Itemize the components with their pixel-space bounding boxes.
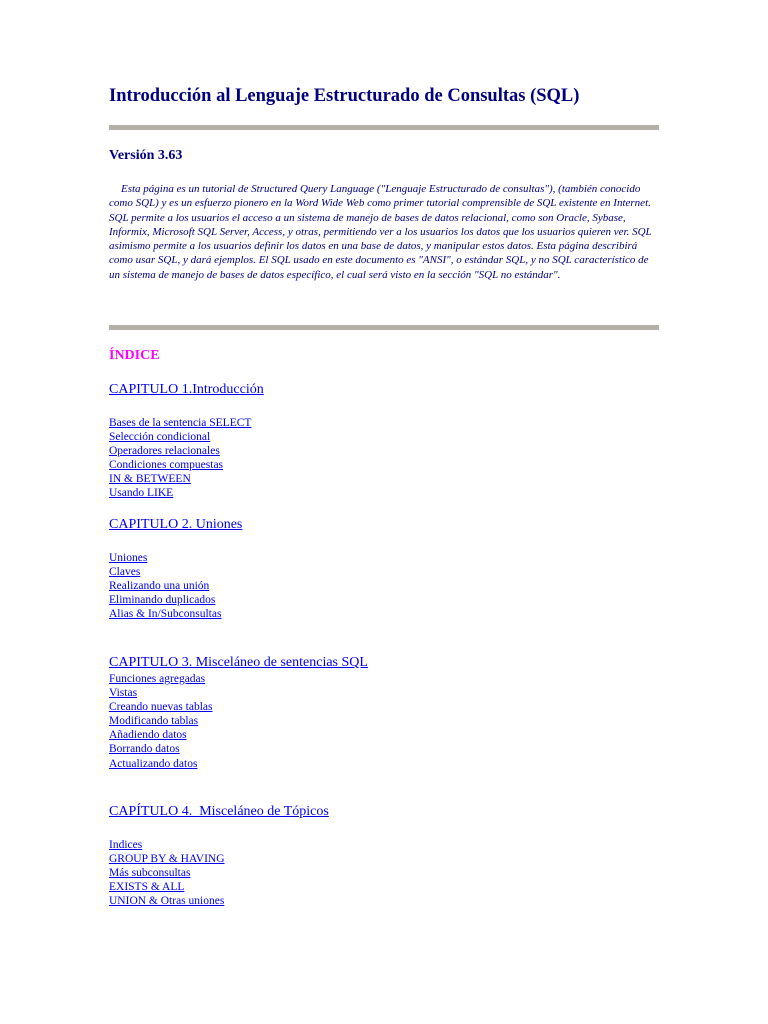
chapter-1-link[interactable]: CAPITULO 1.Introducción xyxy=(109,382,264,397)
chapter-4-topic-list xyxy=(109,838,225,908)
chapter-2-topic-list xyxy=(109,551,221,621)
topic-link[interactable]: GROUP BY & HAVING xyxy=(109,853,225,866)
topic-link[interactable]: Selección condicional xyxy=(109,431,211,444)
page-title: Introducción al Lenguaje Estructurado de Consultas (SQL) xyxy=(109,86,580,106)
topic-link[interactable]: Añadiendo datos xyxy=(109,729,187,742)
topic-link[interactable]: Bases de la sentencia SELECT xyxy=(109,417,252,429)
topic-link[interactable]: Funciones agregadas xyxy=(109,673,206,685)
topic-link[interactable]: Realizando una unión xyxy=(109,580,210,593)
topic-link[interactable]: Uniones xyxy=(109,552,148,564)
topic-link[interactable]: Alias & In/Subconsultas xyxy=(109,608,222,621)
topic-link[interactable]: Actualizando datos xyxy=(109,757,198,770)
topic-link[interactable]: IN & BETWEEN xyxy=(109,473,191,486)
index-heading: ÍNDICE xyxy=(109,348,160,363)
chapter-3-topic-list xyxy=(109,672,212,771)
topic-link[interactable]: Vistas xyxy=(109,687,138,700)
topic-link[interactable]: Condiciones compuestas xyxy=(109,459,224,472)
topic-link[interactable]: Eliminando duplicados xyxy=(109,594,216,607)
version-label: Versión 3.63 xyxy=(109,148,183,163)
topic-link[interactable]: Usando LIKE xyxy=(109,487,174,500)
chapter-3-link[interactable]: CAPITULO 3. Misceláneo de sentencias SQL xyxy=(109,655,368,670)
horizontal-rule xyxy=(109,125,659,130)
topic-link[interactable]: Modificando tablas xyxy=(109,715,199,728)
topic-link[interactable]: Borrando datos xyxy=(109,743,180,756)
horizontal-rule xyxy=(109,325,659,330)
chapter-1-topic-list xyxy=(109,416,251,501)
topic-link[interactable]: Indices xyxy=(109,839,143,851)
chapter-4-link[interactable]: CAPÍTULO 4. Misceláneo de Tópicos xyxy=(109,804,329,819)
topic-link[interactable]: EXISTS & ALL xyxy=(109,881,185,894)
topic-link[interactable]: Creando nuevas tablas xyxy=(109,701,213,714)
topic-link[interactable]: Operadores relacionales xyxy=(109,445,220,458)
topic-link[interactable]: Más subconsultas xyxy=(109,867,191,880)
topic-link[interactable]: UNION & Otras uniones xyxy=(109,895,225,908)
topic-link[interactable]: Claves xyxy=(109,566,141,579)
intro-paragraph: Esta página es un tutorial de Structured Query Language ("Lenguaje Estructurado de consultas"), (también conocido como SQL) y es un esfuerzo pionero en la Word Wide Web como primer tutorial comprensible de SQL existente en Internet. SQL permite a los usuarios el acceso a un sistema de manejo de bases de datos relacional, como son Oracle, Sybase, Informix, Microsoft SQL Server, Access, y otras, permitiendo ver a los usuarios los datos que los usuarios quieren ver. SQL asimismo permite a los usuarios definir los datos en una base de datos, y manipular estos datos. Esta página describirá como usar SQL, y dará ejemplos. El SQL usado en este documento es "ANSI", o estándar SQL, y no SQL característico de un sistema de manejo de bases de datos específico, el cual será visto en la sección "SQL no estándar". xyxy=(109,183,652,281)
chapter-2-link[interactable]: CAPITULO 2. Uniones xyxy=(109,517,243,532)
